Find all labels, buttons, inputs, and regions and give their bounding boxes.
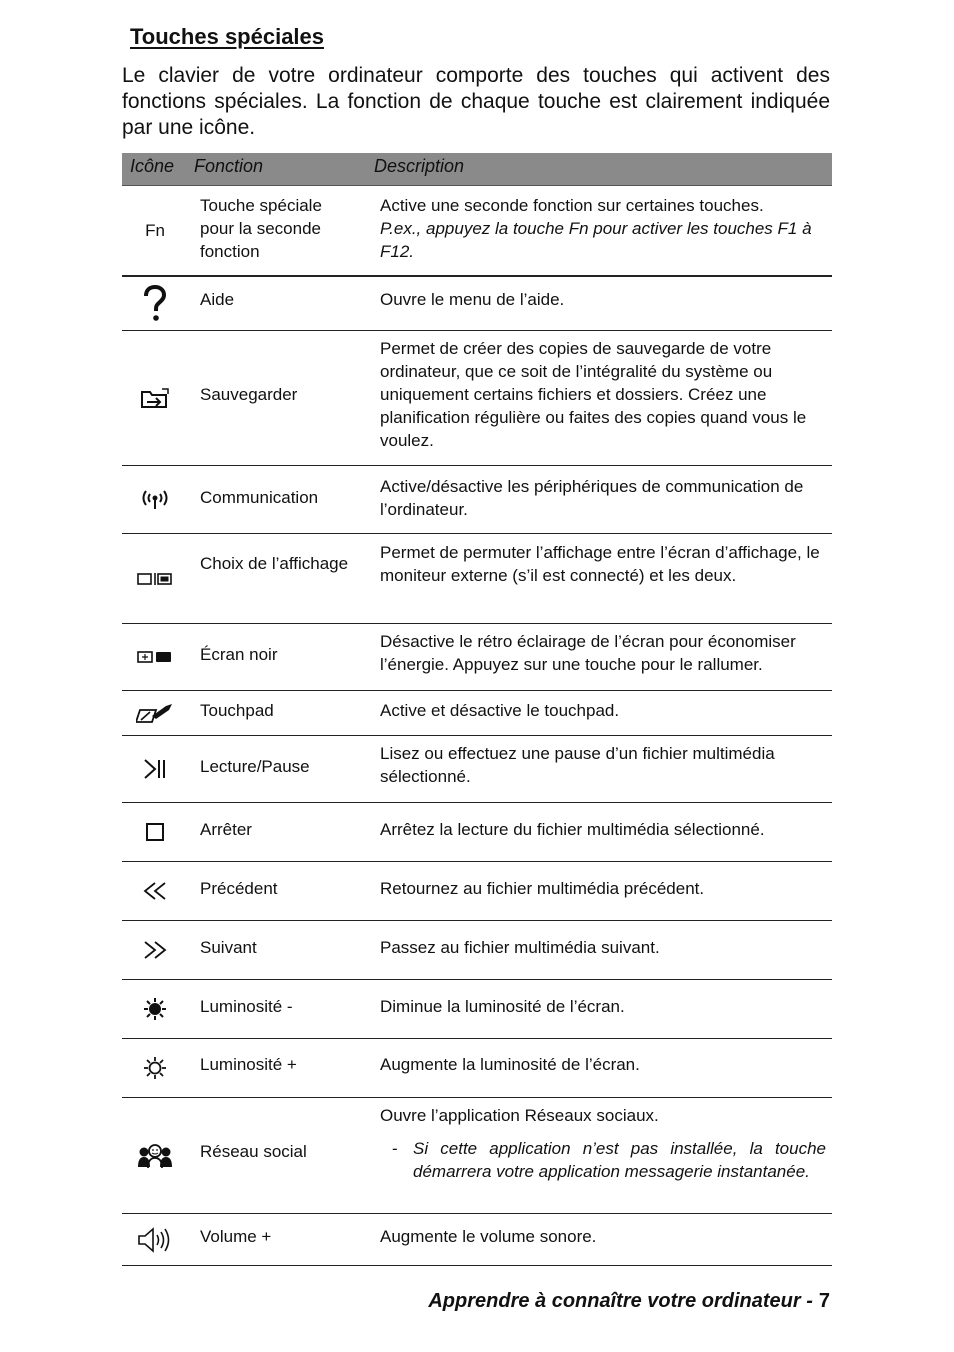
row-description: Permet de permuter l’affichage entre l’écran d’affichage, le moniteur externe (s’il est connecté) et les deux. bbox=[380, 543, 820, 585]
question-mark-icon bbox=[122, 277, 188, 330]
row-description: Désactive le rétro éclairage de l’écran pour économiser l’énergie. Appuyez sur une touche pour le rallumer. bbox=[380, 632, 796, 674]
footer-text: Apprendre à connaître votre ordinateur - bbox=[428, 1290, 813, 1312]
row-description: Diminue la luminosité de l’écran. bbox=[380, 997, 625, 1016]
row-function: Suivant bbox=[200, 938, 257, 957]
row-function: Lecture/Pause bbox=[200, 757, 310, 776]
display-toggle-icon bbox=[122, 534, 188, 623]
social-network-icon bbox=[122, 1098, 188, 1213]
touchpad-icon bbox=[122, 691, 188, 735]
table-row bbox=[122, 862, 832, 921]
previous-icon bbox=[122, 862, 188, 920]
table-row bbox=[122, 1039, 832, 1098]
row-description-note: P.ex., appuyez la touche Fn pour activer les touches F1 à F12. bbox=[380, 219, 812, 261]
play-pause-icon bbox=[122, 736, 188, 802]
volume-up-icon bbox=[122, 1214, 188, 1265]
table-header bbox=[122, 153, 832, 186]
intro-paragraph: Le clavier de votre ordinateur comporte des touches qui activent des fonctions spéciales. La fonction de chaque touche est clairement indiquée par une icône. bbox=[122, 64, 830, 139]
table-row bbox=[122, 980, 832, 1039]
page-number: 7 bbox=[818, 1290, 830, 1312]
row-description-subnote bbox=[380, 1137, 826, 1183]
page-footer bbox=[428, 1290, 830, 1313]
brightness-down-icon bbox=[122, 980, 188, 1038]
row-description bbox=[380, 194, 826, 263]
backup-icon bbox=[122, 331, 188, 465]
row-description: Permet de créer des copies de sauvegarde de votre ordinateur, que ce soit de l’intégralité du système ou uniquement certains fichiers et dossiers. Créez une planification régulière ou faites des copies quand vous le voulez. bbox=[380, 339, 807, 450]
row-function: Touche spéciale pour la seconde fonction bbox=[200, 196, 322, 261]
table-row bbox=[122, 691, 832, 736]
header-description: Description bbox=[374, 156, 465, 176]
row-description-text: Active une seconde fonction sur certaines touches. bbox=[380, 196, 764, 215]
table-row bbox=[122, 736, 832, 803]
fn-key-label: Fn bbox=[145, 221, 165, 240]
row-function: Volume + bbox=[200, 1227, 272, 1246]
section-title: Touches spéciales bbox=[130, 24, 325, 49]
row-description bbox=[380, 1104, 826, 1183]
row-description: Active/désactive les périphériques de communication de l’ordinateur. bbox=[380, 477, 804, 519]
row-description: Passez au fichier multimédia suivant. bbox=[380, 938, 660, 957]
table-row bbox=[122, 1098, 832, 1214]
table-row bbox=[122, 186, 832, 277]
row-description: Arrêtez la lecture du fichier multimédia sélectionné. bbox=[380, 820, 765, 839]
row-description-text: Ouvre l’application Réseaux sociaux. bbox=[380, 1106, 659, 1125]
brightness-up-icon bbox=[122, 1039, 188, 1097]
row-function: Précédent bbox=[200, 879, 278, 898]
row-description: Augmente la luminosité de l’écran. bbox=[380, 1055, 640, 1074]
row-function: Réseau social bbox=[200, 1142, 307, 1161]
table-row bbox=[122, 1214, 832, 1266]
table-row bbox=[122, 921, 832, 980]
subnote-text: Si cette application n’est pas installée, la touche démarrera votre application messagerie instantanée. bbox=[413, 1139, 826, 1181]
special-keys-table bbox=[122, 153, 832, 1246]
display-off-icon bbox=[122, 624, 188, 690]
row-function: Arrêter bbox=[200, 820, 252, 839]
table-row bbox=[122, 466, 832, 534]
row-function: Luminosité - bbox=[200, 997, 293, 1016]
table-row bbox=[122, 534, 832, 624]
row-description: Augmente le volume sonore. bbox=[380, 1227, 597, 1246]
row-description: Retournez au fichier multimédia précédent. bbox=[380, 879, 705, 898]
row-function: Luminosité + bbox=[200, 1055, 297, 1074]
stop-icon bbox=[122, 803, 188, 861]
row-function: Choix de l’affichage bbox=[200, 554, 349, 573]
table-row bbox=[122, 277, 832, 331]
table-row bbox=[122, 331, 832, 466]
header-icon: Icône bbox=[130, 156, 175, 176]
row-function: Communication bbox=[200, 488, 319, 507]
bullet-dash: - bbox=[392, 1139, 398, 1158]
row-description: Lisez ou effectuez une pause d’un fichier multimédia sélectionné. bbox=[380, 744, 775, 786]
row-description: Ouvre le menu de l’aide. bbox=[380, 290, 565, 309]
wireless-icon bbox=[122, 466, 188, 533]
table-row bbox=[122, 624, 832, 691]
row-description: Active et désactive le touchpad. bbox=[380, 701, 620, 720]
next-icon bbox=[122, 921, 188, 979]
row-function: Écran noir bbox=[200, 645, 278, 664]
row-function: Aide bbox=[200, 290, 235, 309]
row-function: Sauvegarder bbox=[200, 385, 298, 404]
header-function: Fonction bbox=[194, 156, 264, 176]
row-function: Touchpad bbox=[200, 701, 274, 720]
table-row bbox=[122, 803, 832, 862]
